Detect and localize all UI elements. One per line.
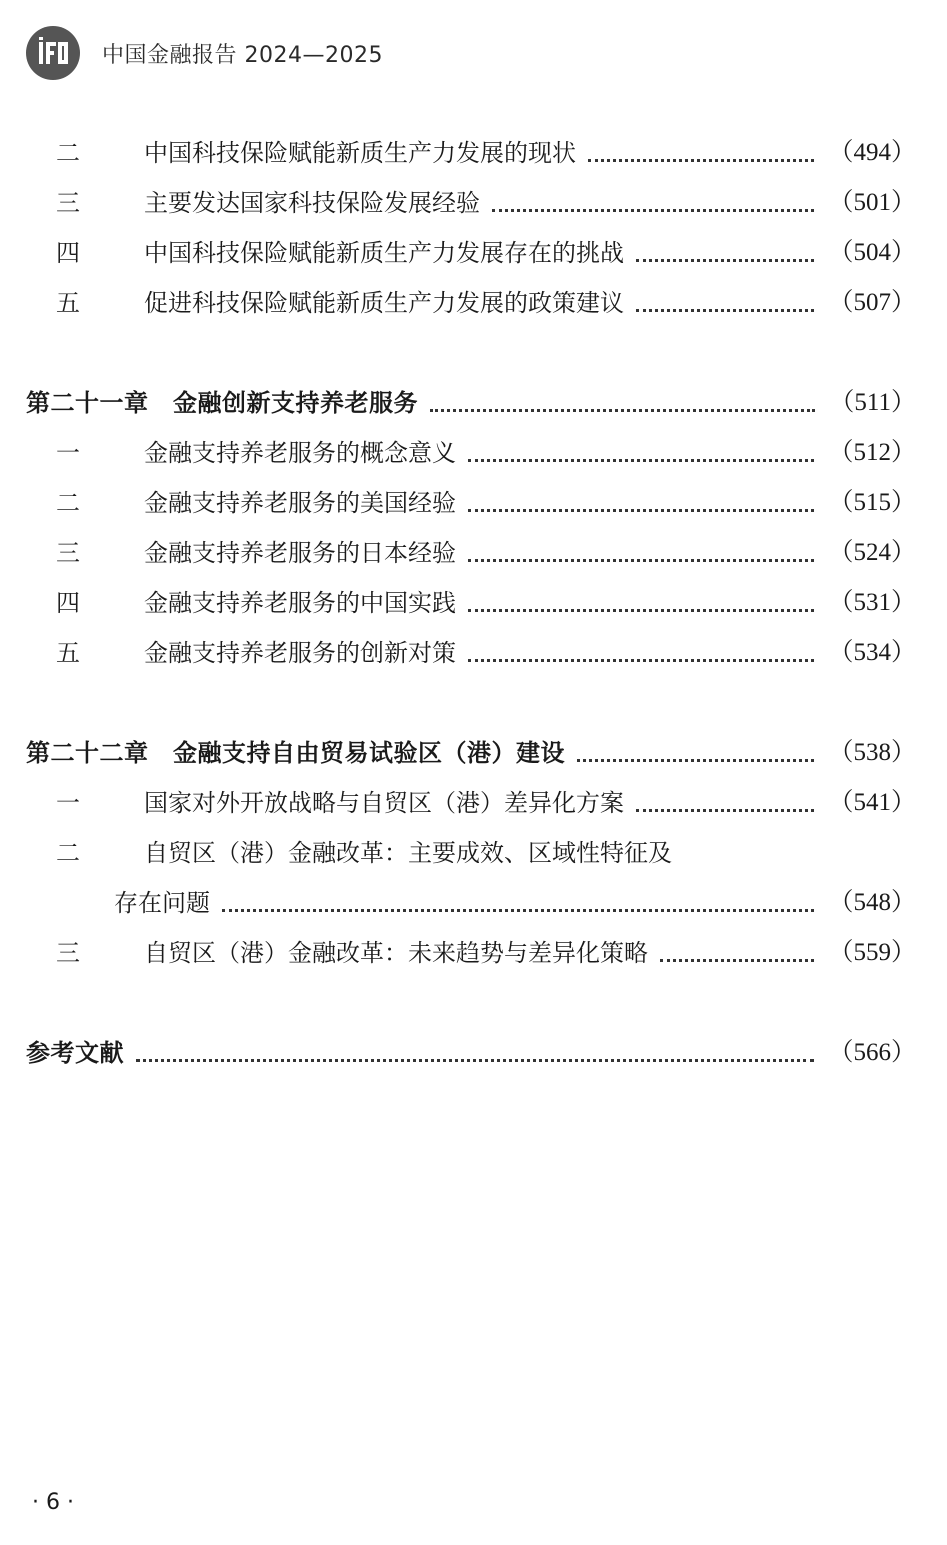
toc-entry-number: 一 xyxy=(56,789,80,817)
toc-dot-leader xyxy=(468,508,814,512)
toc-entry-number: 三 xyxy=(56,189,80,217)
toc-entry-row xyxy=(26,528,916,578)
toc-entry-title: 金融支持养老服务的美国经验 xyxy=(144,489,456,517)
toc-entry-row xyxy=(26,228,916,278)
toc-entry-row xyxy=(26,828,916,878)
toc-entry-number: 五 xyxy=(56,639,80,667)
toc-chapter-row xyxy=(26,1028,916,1078)
toc-entry-number: 四 xyxy=(56,239,80,267)
toc-dot-leader xyxy=(468,608,814,612)
toc-dot-leader xyxy=(430,408,815,412)
toc-entry-row xyxy=(26,278,916,328)
toc-page-number: （541） xyxy=(828,789,916,816)
publisher-logo xyxy=(26,26,80,80)
toc-entry-number: 四 xyxy=(56,589,80,617)
toc-dot-leader xyxy=(468,558,814,562)
toc-entry-row xyxy=(26,778,916,828)
toc-dot-leader xyxy=(577,758,814,762)
table-of-contents xyxy=(26,128,916,1078)
toc-entry-title: 存在问题 xyxy=(114,889,210,917)
toc-dot-leader xyxy=(468,658,814,662)
toc-dot-leader xyxy=(136,1058,814,1062)
toc-entry-title: 中国科技保险赋能新质生产力发展的现状 xyxy=(144,139,576,167)
toc-dot-leader xyxy=(660,958,814,962)
toc-page-number: （511） xyxy=(829,389,916,416)
toc-dot-leader xyxy=(588,158,814,162)
toc-dot-leader xyxy=(222,908,814,912)
toc-page-number: （531） xyxy=(828,589,916,616)
toc-entry-row xyxy=(26,578,916,628)
toc-dot-leader xyxy=(636,808,814,812)
toc-entry-title: 金融支持养老服务的日本经验 xyxy=(144,539,456,567)
toc-entry-title: 主要发达国家科技保险发展经验 xyxy=(144,189,480,217)
toc-page-number: （566） xyxy=(828,1039,916,1066)
toc-entry-row xyxy=(26,928,916,978)
toc-entry-row xyxy=(26,628,916,678)
toc-dot-leader xyxy=(636,258,814,262)
toc-chapter-title: 参考文献 xyxy=(26,1038,124,1067)
toc-entry-number: 三 xyxy=(56,539,80,567)
toc-page-number: （524） xyxy=(828,539,916,566)
toc-entry-row xyxy=(26,478,916,528)
toc-page-number: （501） xyxy=(828,189,916,216)
toc-entry-title: 自贸区（港）金融改革：未来趋势与差异化策略 xyxy=(144,939,648,967)
toc-page-number: （559） xyxy=(828,939,916,966)
toc-page-number: （515） xyxy=(828,489,916,516)
toc-entry-number: 二 xyxy=(56,139,80,167)
toc-page-number: （512） xyxy=(828,439,916,466)
toc-entry-title: 金融支持养老服务的概念意义 xyxy=(144,439,456,467)
book-title: 中国金融报告 2024—2025 xyxy=(102,42,383,68)
toc-entry-title: 金融支持养老服务的中国实践 xyxy=(144,589,456,617)
toc-entry-row xyxy=(26,878,916,928)
toc-entry-row xyxy=(26,428,916,478)
toc-entry-number: 二 xyxy=(56,839,80,867)
toc-entry-number: 五 xyxy=(56,289,80,317)
toc-entry-title: 国家对外开放战略与自贸区（港）差异化方案 xyxy=(144,789,624,817)
toc-dot-leader xyxy=(636,308,814,312)
toc-chapter-row xyxy=(26,378,916,428)
publisher-logo-icon xyxy=(36,36,70,70)
toc-chapter-title: 第二十二章 金融支持自由贸易试验区（港）建设 xyxy=(26,738,565,767)
page-header xyxy=(26,26,383,80)
toc-page-number: （504） xyxy=(828,239,916,266)
toc-page-number: （507） xyxy=(828,289,916,316)
toc-page-number: （494） xyxy=(828,139,916,166)
toc-entry-number: 二 xyxy=(56,489,80,517)
page-number: · 6 · xyxy=(32,1490,74,1515)
toc-page-number: （534） xyxy=(828,639,916,666)
toc-entry-title: 金融支持养老服务的创新对策 xyxy=(144,639,456,667)
toc-entry-number: 一 xyxy=(56,439,80,467)
toc-entry-title: 自贸区（港）金融改革：主要成效、区域性特征及 xyxy=(144,839,672,867)
toc-entry-row xyxy=(26,128,916,178)
toc-entry-row xyxy=(26,178,916,228)
toc-entry-title: 中国科技保险赋能新质生产力发展存在的挑战 xyxy=(144,239,624,267)
toc-page-number: （548） xyxy=(828,889,916,916)
toc-chapter-title: 第二十一章 金融创新支持养老服务 xyxy=(26,388,418,417)
toc-chapter-row xyxy=(26,728,916,778)
toc-dot-leader xyxy=(468,458,814,462)
toc-dot-leader xyxy=(492,208,814,212)
toc-entry-title: 促进科技保险赋能新质生产力发展的政策建议 xyxy=(144,289,624,317)
toc-entry-number: 三 xyxy=(56,939,80,967)
toc-page-number: （538） xyxy=(828,739,916,766)
